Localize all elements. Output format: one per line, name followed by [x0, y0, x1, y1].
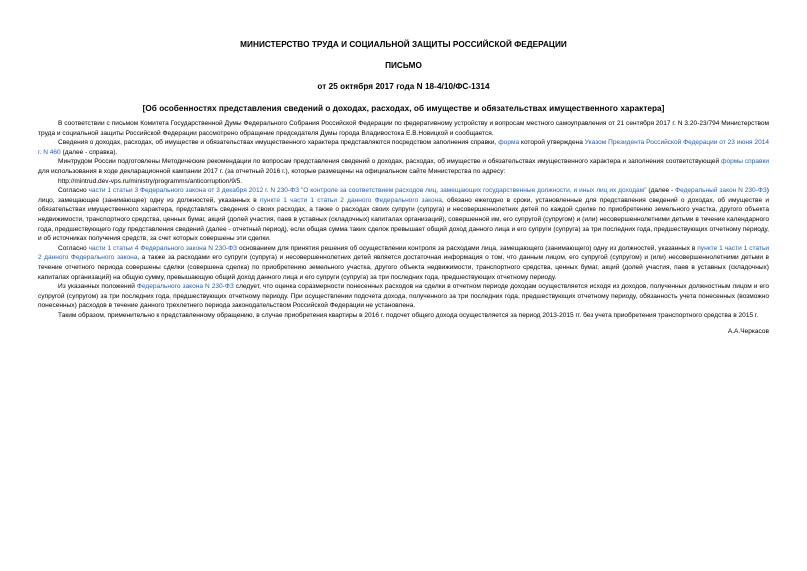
text: Согласно	[58, 244, 87, 252]
ministry-title: МИНИСТЕРСТВО ТРУДА И СОЦИАЛЬНОЙ ЗАЩИТЫ РОССИЙСКОЙ ФЕДЕРАЦИИ	[240, 40, 567, 49]
document-subject: [Об особенностях представления сведений о доходах, расходах, об имуществе и обязательствах имущественного характера]	[142, 104, 665, 113]
link-point-1[interactable]: пункте 1	[697, 244, 723, 252]
document-body	[38, 119, 769, 337]
text: Минтрудом России подготовлены Методические рекомендации по вопросам представления сведений о доходах, расходах, об имуществе и обязательствах имущественного характера и заполнения соответствующей	[58, 158, 720, 166]
text: Согласно	[58, 187, 87, 195]
text: , обязано ежегодно в сроки, установленные для представления сведений о доходах, об имуществе и обязательствах имущественного характера, представлять сведения о своих расходах, а также о расходах своих супруги (супруга) и несовершеннолетних детей по каждой сделке по приобретению земельного участка, другого объекта недвижимости, транспортного средства, ценных бумаг, акций (долей участия, паев в уставных (складочных) капиталах организаций), совершенной им, его супругой (супругом) и (или) несовершеннолетними детьми в течение календарного года, предшествующего году представления сведений (далее - отчетный период), если общая сумма таких сделок превышает общий доход данного лица и его супруги (супруга) за три последних года, предшествующих отчетному периоду, и об источниках получения средств, за счет которых совершены эти сделки.	[38, 196, 769, 243]
text: (далее - справка).	[62, 148, 118, 156]
ministry-url: http://mintrud.dev-vps.ru/ministry/programms/anticorruption/9/5.	[58, 177, 243, 185]
text: основанием для принятия решения об осуществлении контроля за расходами лица, замещающего (занимающего) одну из должностей, указанных в	[238, 244, 696, 252]
link-presidential-decree[interactable]: Указом Президента Российской Федерации от 23 июня 2014 г. N 460	[38, 139, 769, 156]
link-form[interactable]: форма	[498, 139, 520, 147]
link-law-230-art2-part1[interactable]: части 1 статьи 2 данного Федерального закона	[38, 244, 770, 262]
text: (далее -	[648, 187, 674, 195]
link-law-230-art4[interactable]: части 1 статьи 4 Федерального закона N 230-ФЗ	[88, 244, 238, 252]
paragraph-1: В соответствии с письмом Комитета Государственной Думы Федерального Собрания Российской Федерации по федеративному устройству и вопросам местного самоуправления от 21 сентября 2017 г. N 3.20-23/794 Министерством труда и социальной защиты Российской Федерации рассмотрено обращение председателя Думы города Владивостока Е.В.Новицкой и сообщается.	[38, 120, 769, 137]
paragraph-2	[38, 138, 769, 157]
document-date-number: от 25 октября 2017 года N 18-4/10/ФС-1314	[317, 82, 490, 91]
paragraph-5	[38, 244, 769, 282]
text: ) лицо, замещающее (занимающее) одну из должностей, указанных в	[38, 187, 769, 204]
paragraph-7: Таким образом, применительно к представленному обращению, в случае приобретения квартиры в 2016 г. подсчет общего дохода осуществляется за период 2013-2015 гг. без учета приобретения транспортного средства в 2015 г.	[58, 311, 759, 319]
paragraph-6	[38, 282, 769, 311]
text: следует, что оценка соразмерности понесенных расходов на сделки в отчетном периоде доходам осуществляется исходя из доходов, полученных должностным лицом и его супругой (супругом) за три последних года, предшествующих отчетному периоду. При осуществлении подсчета дохода, полученного за три последних года, предшествующих отчетному периоду, обязанность учета понесенных (возможно понесенных) расходов в течение данного трехлетнего периода законодательством Российской Федерации не установлена.	[38, 283, 769, 310]
text: которой утверждена	[521, 139, 583, 147]
text: для использования в ходе декларационной кампании 2017 г. (за отчетный 2016 г.), которые размещены на официальном сайте Министерства по адресу:	[38, 167, 506, 175]
paragraph-3	[38, 157, 769, 176]
link-law-230-art3[interactable]: части 1 статьи 3 Федерального закона от 3 декабря 2012 г. N 230-ФЗ "О контроле за соответствием расходов лиц, замещающих государственные должности, и иных лиц их доходам"	[88, 187, 647, 195]
link-form-of-statement[interactable]: формы справки	[721, 158, 769, 166]
document-type: ПИСЬМО	[385, 61, 422, 70]
signature: А.А.Черкасов	[727, 328, 769, 336]
link-law-230-fz[interactable]: Федерального закона N 230-ФЗ	[136, 283, 234, 291]
text: , а также за расходами его супруги (супруга) и несовершеннолетних детей является достаточная информация о том, что данным лицом, его супругой (супругом) и (или) несовершеннолетними детьми в течение отчетного периода совершены сделки (совершена сделка) по приобретению земельного участка, другого объекта недвижимости, транспортного средства, ценных бумаг, акций (долей участия, паев в уставных (складочных) капиталах организаций) на общую сумму, превышающую общий доход данного лица и его супруги (супруга) за три последних года, предшествующих отчетному периоду.	[38, 254, 769, 281]
link-law-230[interactable]: Федеральный закон N 230-ФЗ	[675, 187, 767, 195]
text: Из указанных положений	[58, 283, 135, 291]
link-law-230-art2[interactable]: пункте 1 части 1 статьи 2 данного Федерального закона	[260, 196, 442, 204]
paragraph-4	[38, 186, 769, 244]
text: Сведения о доходах, расходах, об имуществе и обязательствах имущественного характера представляются посредством заполнения справки,	[58, 139, 497, 147]
